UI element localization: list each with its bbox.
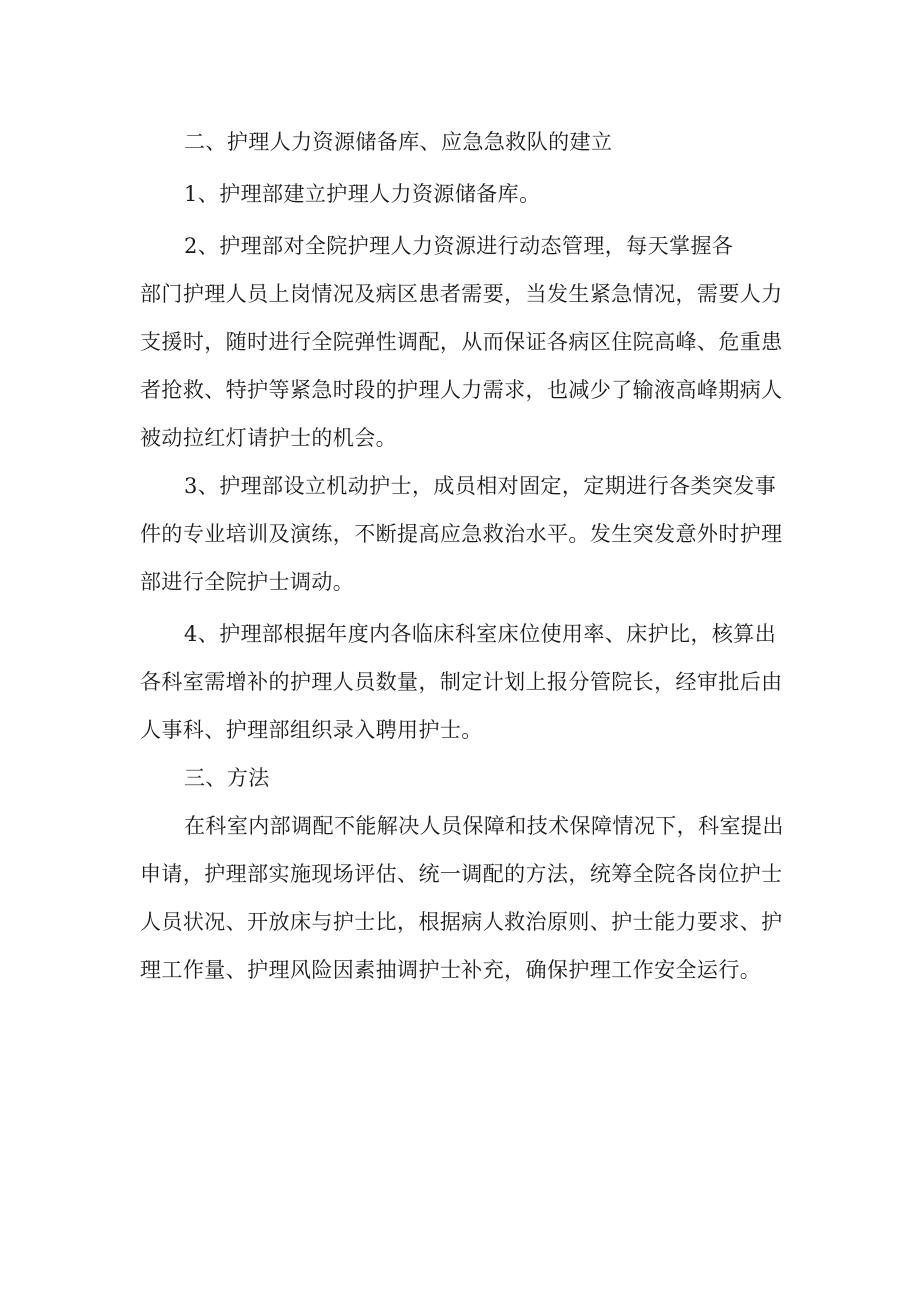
section-heading-three: 三、方法	[184, 766, 270, 790]
paragraph-item-4-line: 人事科、护理部组织录入聘用护士。	[140, 718, 483, 742]
paragraph-item-3-line: 部进行全院护士调动。	[140, 570, 355, 594]
paragraph-item-4-line: 各科室需增补的护理人员数量，制定计划上报分管院长，经审批后由	[140, 670, 783, 694]
paragraph-method-line: 在科室内部调配不能解决人员保障和技术保障情况下，科室提出	[184, 814, 784, 838]
paragraph-item-3-line: 3、护理部设立机动护士，成员相对固定，定期进行各类突发事	[184, 474, 777, 498]
paragraph-item-1: 1、护理部建立护理人力资源储备库。	[184, 182, 541, 206]
paragraph-item-4-line: 4、护理部根据年度内各临床科室床位使用率、床护比，核算出	[184, 622, 777, 646]
paragraph-method-line: 理工作量、护理风险因素抽调护士补充，确保护理工作安全运行。	[140, 958, 762, 982]
paragraph-item-3-line: 件的专业培训及演练，不断提高应急救治水平。发生突发意外时护理	[140, 522, 783, 546]
paragraph-item-2-line: 者抢救、特护等紧急时段的护理人力需求，也减少了输液高峰期病人	[140, 378, 783, 402]
section-heading-two: 二、护理人力资源储备库、应急急救队的建立	[184, 130, 613, 154]
paragraph-method-line: 申请，护理部实施现场评估、统一调配的方法，统筹全院各岗位护士	[140, 862, 783, 886]
paragraph-item-2-line: 2、护理部对全院护理人力资源进行动态管理，每天掌握各	[184, 234, 734, 258]
paragraph-item-2-line: 支援时，随时进行全院弹性调配，从而保证各病区住院高峰、危重患	[140, 330, 783, 354]
paragraph-item-2-line: 被动拉红灯请护士的机会。	[140, 426, 398, 450]
paragraph-method-line: 人员状况、开放床与护士比，根据病人救治原则、护士能力要求、护	[140, 910, 783, 934]
paragraph-item-2-line: 部门护理人员上岗情况及病区患者需要，当发生紧急情况，需要人力	[140, 282, 783, 306]
